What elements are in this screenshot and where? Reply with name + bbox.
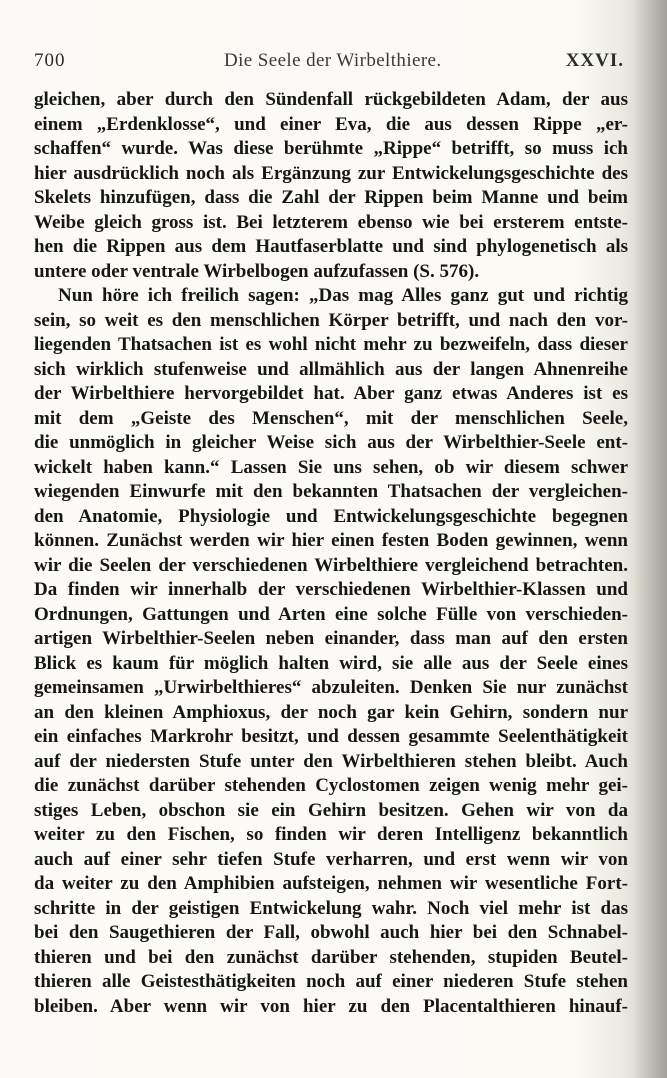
text-line: den Anatomie, Physiologie und Entwickelungsgeschichte begegnen bbox=[34, 505, 628, 527]
text-line: mit dem „Geiste des Menschen“, mit der menschlichen Seele, bbox=[34, 407, 628, 429]
text-line: können. Zunächst werden wir hier einen festen Boden gewinnen, wenn bbox=[34, 530, 628, 551]
text-line: hen die Rippen aus dem Hautfaserblatte und sind phylogenetisch als bbox=[34, 236, 628, 257]
text-line: Da finden wir innerhalb der verschiedenen Wirbelthier-Klassen und bbox=[34, 579, 628, 600]
running-header bbox=[34, 50, 628, 78]
page-edge-shadow bbox=[633, 0, 667, 1078]
text-line: thieren alle Geistesthätigkeiten noch auf einer niederen Stufe stehen bbox=[34, 971, 628, 992]
text-line: gleichen, aber durch den Sündenfall rückgebildeten Adam, der aus bbox=[34, 89, 628, 110]
text-line: Nun höre ich freilich sagen: „Das mag Alles ganz gut und richtig bbox=[58, 285, 628, 306]
text-line: der Wirbelthiere hervorgebildet hat. Aber ganz etwas Anderes ist es bbox=[34, 383, 628, 404]
text-line: Skelets hinzufügen, dass die Zahl der Rippen beim Manne und beim bbox=[34, 187, 628, 208]
page-number: 700 bbox=[34, 50, 66, 71]
text-line: schritte in der geistigen Entwickelung wahr. Noch viel mehr ist das bbox=[34, 897, 628, 919]
text-line: thieren und bei den zunächst darüber stehenden, stupiden Beutel- bbox=[34, 946, 628, 968]
paragraph-2 bbox=[34, 284, 628, 1019]
text-line: bei den Saugethieren der Fall, obwohl auch hier bei den Schnabel- bbox=[34, 922, 628, 943]
text-line: sein, so weit es den menschlichen Körper betrifft, und nach den vor- bbox=[34, 309, 628, 331]
text-line: wiegenden Einwurfe mit den bekannten Thatsachen der vergleichen- bbox=[34, 481, 628, 502]
text-line: Ordnungen, Gattungen und Arten eine solche Fülle von verschieden- bbox=[34, 603, 628, 625]
running-title: Die Seele der Wirbelthiere. bbox=[224, 50, 442, 71]
chapter-number: XXVI. bbox=[565, 50, 624, 71]
text-line: gemeinsamen „Urwirbelthieres“ abzuleiten. Denken Sie nur zunächst bbox=[34, 677, 628, 698]
paragraph-1 bbox=[34, 88, 628, 284]
text-line: die unmöglich in gleicher Weise sich aus der Wirbelthier-Seele ent- bbox=[34, 432, 628, 453]
body-text bbox=[34, 88, 628, 1019]
text-line: Weibe gleich gross ist. Bei letzterem ebenso wie bei ersterem entste- bbox=[34, 211, 628, 233]
text-line: da weiter zu den Amphibien aufsteigen, nehmen wir wesentliche Fort- bbox=[34, 873, 628, 894]
text-line: weiter zu den Fischen, so finden wir deren Intelligenz bekanntlich bbox=[34, 824, 628, 845]
text-line: Blick es kaum für möglich halten wird, sie alle aus der Seele eines bbox=[34, 652, 628, 674]
text-line: bleiben. Aber wenn wir von hier zu den Placentalthieren hinauf- bbox=[34, 995, 628, 1017]
text-line: stiges Leben, obschon sie ein Gehirn besitzen. Gehen wir von da bbox=[34, 799, 628, 821]
text-line: auf der niedersten Stufe unter den Wirbelthieren stehen bleibt. Auch bbox=[34, 750, 628, 772]
text-line: die zunächst darüber stehenden Cyclostomen zeigen wenig mehr gei- bbox=[34, 775, 628, 796]
text-line: einem „Erdenklosse“, und einer Eva, die aus dessen Rippe „er- bbox=[34, 113, 628, 135]
text-line: ein einfaches Markrohr besitzt, und dessen gesammte Seelenthätigkeit bbox=[34, 726, 628, 747]
text-line: sich wirklich stufenweise und allmählich aus der langen Ahnenreihe bbox=[34, 358, 628, 380]
text-line: schaffen“ wurde. Was diese berühmte „Rippe“ betrifft, so muss ich bbox=[34, 138, 628, 159]
text-line: untere oder ventrale Wirbelbogen aufzufassen (S. 576). bbox=[34, 260, 480, 282]
text-line: liegenden Thatsachen ist es wohl nicht mehr zu bezweifeln, dass dieser bbox=[34, 334, 628, 355]
text-line: wir die Seelen der verschiedenen Wirbelthiere vergleichend betrachten. bbox=[34, 554, 628, 576]
text-line: hier ausdrücklich noch als Ergänzung zur Entwickelungsgeschichte des bbox=[34, 162, 628, 184]
text-line: wickelt haben kann.“ Lassen Sie uns sehen, ob wir diesem schwer bbox=[34, 456, 628, 478]
text-line: an den kleinen Amphioxus, der noch gar kein Gehirn, sondern nur bbox=[34, 701, 628, 723]
text-line: auch auf einer sehr tiefen Stufe verharren, und erst wenn wir von bbox=[34, 848, 628, 870]
text-line: artigen Wirbelthier-Seelen neben einander, dass man auf den ersten bbox=[34, 628, 628, 649]
